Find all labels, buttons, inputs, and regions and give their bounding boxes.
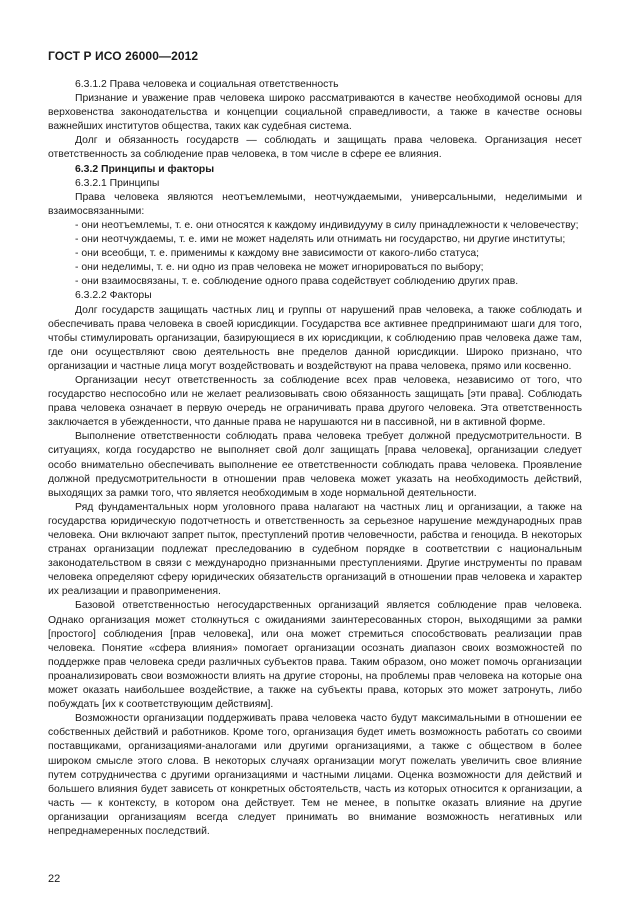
subsection-heading: 6.3.1.2 Права человека и социальная ответственность	[75, 79, 339, 90]
list-item: - они неделимы, т. е. ни одно из прав человека не может игнорироваться по выбору;	[75, 262, 484, 274]
subsection-heading: 6.3.2.2 Факторы	[75, 290, 152, 302]
document-body	[48, 78, 582, 839]
list-item: - они неотъемлемы, т. е. они относятся к каждому индивидууму в силу принадлежности к человечеству;	[75, 219, 579, 231]
list-item: - они всеобщи, т. е. применимы к каждому вне зависимости от какого-либо статуса;	[75, 248, 480, 260]
section-heading: 6.3.2 Принципы и факторы	[75, 163, 215, 175]
paragraph: Возможности организации поддерживать права человека часто будут максимальными в отношении ее собственных действий и работников. Кроме того, организация будет иметь возможность работать со своими поставщиками, организациями-аналогами или другими организациями, а также с обществом в более широком смысле этого слова. В некоторых случаях организации могут пожелать увеличить свое влияние путем сотрудничества с другими организациями и частными лицами. Оценка возможности для действий и большего влияния будет зависеть от конкретных обстоятельств, часть из которых относится к организации, а часть — к контексту, в котором она действует. Тем не менее, в попытке оказать влияние на другие организации организациям всегда следует принимать во внимание возможность негативных или непреднамеренных последствий.	[48, 713, 582, 837]
paragraph: Признание и уважение прав человека широко рассматриваются в качестве необходимой основы для верховенства законодательства и концепции социальной справедливости, а также в качестве основы важнейших институтов общества, таких как судебная система.	[48, 93, 582, 133]
page-number: 22	[48, 873, 61, 885]
paragraph: Долг и обязанность государств — соблюдать и защищать права человека. Организация несет ответственность за соблюдение прав человека, в том числе в сфере ее влияния.	[48, 135, 582, 161]
document-header: ГОСТ Р ИСО 26000—2012	[48, 49, 199, 63]
paragraph: Организации несут ответственность за соблюдение всех прав человека, независимо от того, что государство неспособно или не желает реализовывать свою обязанность защищать [эти права]. Соблюдать права человека означает в первую очередь не ограничивать права другого человека. Эта ответственность заключается в убежденности, что данные права не нарушаются ни в пассивной, ни в активной форме.	[48, 374, 582, 429]
paragraph: Долг государств защищать частных лиц и группы от нарушений прав человека, а также соблюдать и обеспечивать права человека в своей юрисдикции. Государства все активнее предпринимают шаги для того, чтобы стимулировать организации, базирующиеся в их юрисдикции, к соблюдению прав человека даже там, где они осуществляют свою деятельность вне пределов данной юрисдикции. Широко признано, что организации и частные лица могут воздействовать и воздействуют на права человека, прямо или косвенно.	[48, 304, 582, 372]
paragraph: Ряд фундаментальных норм уголовного права налагают на частных лиц и организации, а также на государства юридическую подотчетность и ответственность за серьезное нарушение международных прав человека. Они включают запрет пыток, преступлений против человечности, рабства и геноцида. В некоторых странах организации подлежат преследованию в судебном порядке в соответствии с национальным законодательством в связи с международно признанными преступлениями. Другие инструменты по правам человека определяют сферу юридических обязательств организаций в отношении прав человека и характер их реализации и правоприменения.	[48, 501, 582, 598]
list-item: - они неотчуждаемы, т. е. ими не может наделять или отнимать ни государство, ни другие институты;	[75, 234, 566, 246]
paragraph: Выполнение ответственности соблюдать права человека требует должной предусмотрительности. В ситуациях, когда государство не выполняет свой долг защищать [права человека], организации следует особо внимательно обеспечивать выполнение ее ответственности соблюдать права человека. Проявление должной предусмотрительности в отношении прав человека может указать на необходимость действий, выходящих за рамки того, что является необходимым в ходе нормальной деятельности.	[48, 431, 582, 499]
list-item: - они взаимосвязаны, т. е. соблюдение одного права содействует соблюдению других прав.	[75, 276, 519, 288]
subsection-heading: 6.3.2.1 Принципы	[75, 177, 160, 189]
paragraph: Права человека являются неотъемлемыми, неотчуждаемыми, универсальными, неделимыми и взаимосвязанными:	[48, 191, 582, 217]
paragraph: Базовой ответственностью негосударственных организаций является соблюдение прав человека. Однако организация может столкнуться с ожиданиями заинтересованных сторон, выходящими за рамки [простого] соблюдения [прав человека], или она может стремиться способствовать реализации прав человека. Понятие «сфера влияния» помогает организации осознать диапазон своих возможностей по поддержке прав человека среди различных субъектов права. Таким образом, оно может помочь организации проанализировать свои возможности влиять на другие стороны, на проблемы прав человека на которые она может оказать наибольшее воздействие, а также на субъекты права, которых это может затронуть, либо побуждать [их к соответствующим действиям].	[48, 600, 582, 711]
